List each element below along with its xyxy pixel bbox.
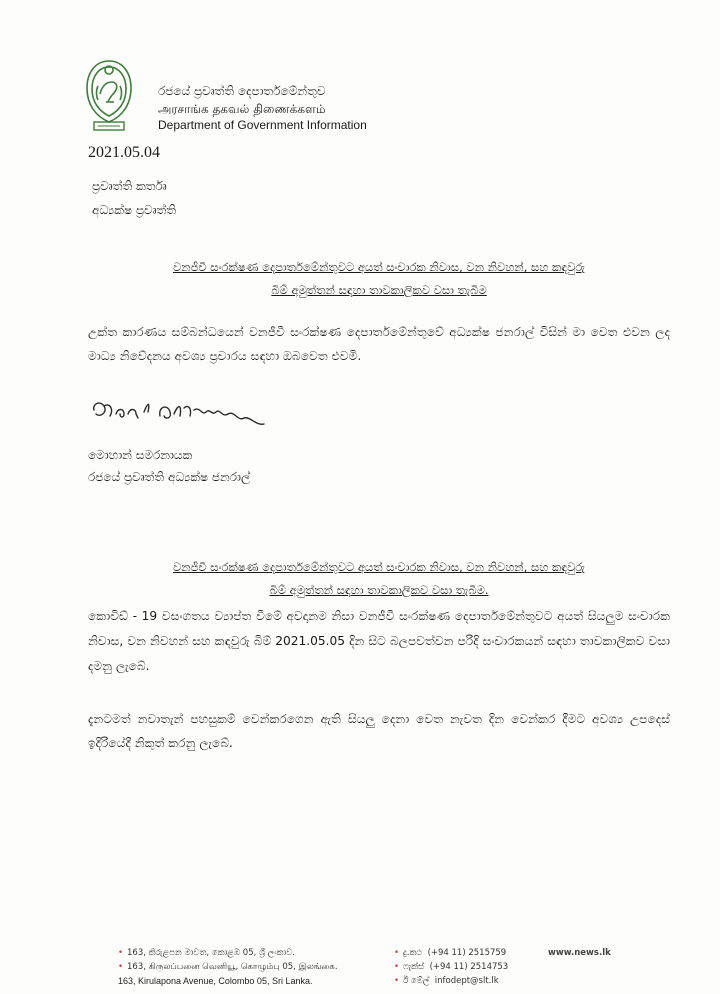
footer-address-english: 163, Kirulapona Avenue, Colombo 05, Sri Lanka. [118,976,313,986]
bullet-icon: • [394,962,400,972]
footer-address-sinhala: • 163, කිරුළපන මාවත, කොළඹ 05, ශ්‍රී ලංකාව. [118,948,295,958]
signatory-name: මොහාන් සමරනායක [88,448,193,462]
subject-heading-2 [86,556,672,602]
letter-date: 2021.05.04 [88,144,160,161]
body-paragraph-2: දැනටමත් නවාතැන් පහසුකම් වෙන්කරගෙන ඇති සියලු දෙනා වෙත නැවත දින වෙන්කර දීමට අවශ්‍ය උපදෙස් ඉදිරියේදී නිකුත් කරනු ලැබේ. [88,712,670,750]
footer-email: • ඊ මේල් infodept@slt.lk [394,976,499,986]
footer-address-tamil: • 163, கிருலப்பனை வெனியூ, கொழும்பு 05, இலங்கை. [118,962,338,972]
footer-website-link[interactable]: www.news.lk [548,948,611,958]
intro-paragraph: උක්ත කාරණය සම්බන්ධයෙන් වනජීවී සංරක්ෂණ දෙපාර්තමේන්තුවේ අධ්‍යක්ෂ ජනරාල් විසින් මා වෙත එවන ලද මාධ්‍ය නිවේදනය අවශ්‍ය ප්‍රචාරය සඳහා ඔබවෙත එවමි. [88,325,670,363]
subject-2-line-2: බිම් අමුත්තන් සඳහා තාවකාලිකව වසා තැබීම. [269,583,489,597]
recipient-line-1: ප්‍රවෘත්ති කර්තෘ [92,179,167,193]
footer-fax: • ෆැක්ස් (+94 11) 2514753 [394,962,509,972]
footer-address [118,946,338,988]
bullet-icon: • [118,962,124,972]
handwritten-signature [88,396,278,442]
recipient-line-2: අධ්‍යක්ෂ ප්‍රවෘත්ති [92,203,177,217]
bullet-icon: • [118,948,124,958]
subject-heading-1 [86,256,672,302]
footer-phone: • දු.කථ (+94 11) 2515759 [394,948,507,958]
signatory-title: රජයේ ප්‍රවෘත්ති අධ්‍යක්ෂ ජනරාල් [88,470,251,484]
header-title-sinhala: රජයේ ප්‍රවෘත්ති දෙපාර්තමේන්තුව [158,84,326,98]
footer-contacts [394,946,508,988]
subject-2-line-1: වනජීවී සංරක්ෂණ දෙපාර්තමේන්තුවට අයත් සංචාරක නිවාස, වන නිවහන්, සහ කඳවුරු [172,560,586,574]
subject-1-line-2: බිම් අමුත්තන් සඳහා තාවකාලිකව වසා තැබීම [271,283,487,297]
header-title-tamil: அரசாங்க தகவல் திணைக்களம் [158,102,326,116]
government-emblem-logo [82,58,136,134]
body-paragraph-1: කොවිඩ් - 19 වසංගතය ව්‍යාප්ත වීමේ අවදානම නිසා වනජීවී සංරක්ෂණ දෙපාර්තමේන්තුවට අයත් සියලුම සංචාරක නිවාස, වන නිවහන් සහ කඳවුරු බිම් 2021.05.05 දින සිට බලපවත්වන පරිදි සංචාරකයන් සඳහා තාවකාලිකව වසා දමනු ලැබේ. [88,609,670,673]
header-title-english: Department of Government Information [158,118,367,132]
subject-1-line-1: වනජීවී සංරක්ෂණ දෙපාර්තමේන්තුවට අයත් සංචාරක නිවාස, වන නිවහන්, සහ කඳවුරු [172,260,586,274]
bullet-icon: • [394,976,400,986]
bullet-icon: • [394,948,400,958]
